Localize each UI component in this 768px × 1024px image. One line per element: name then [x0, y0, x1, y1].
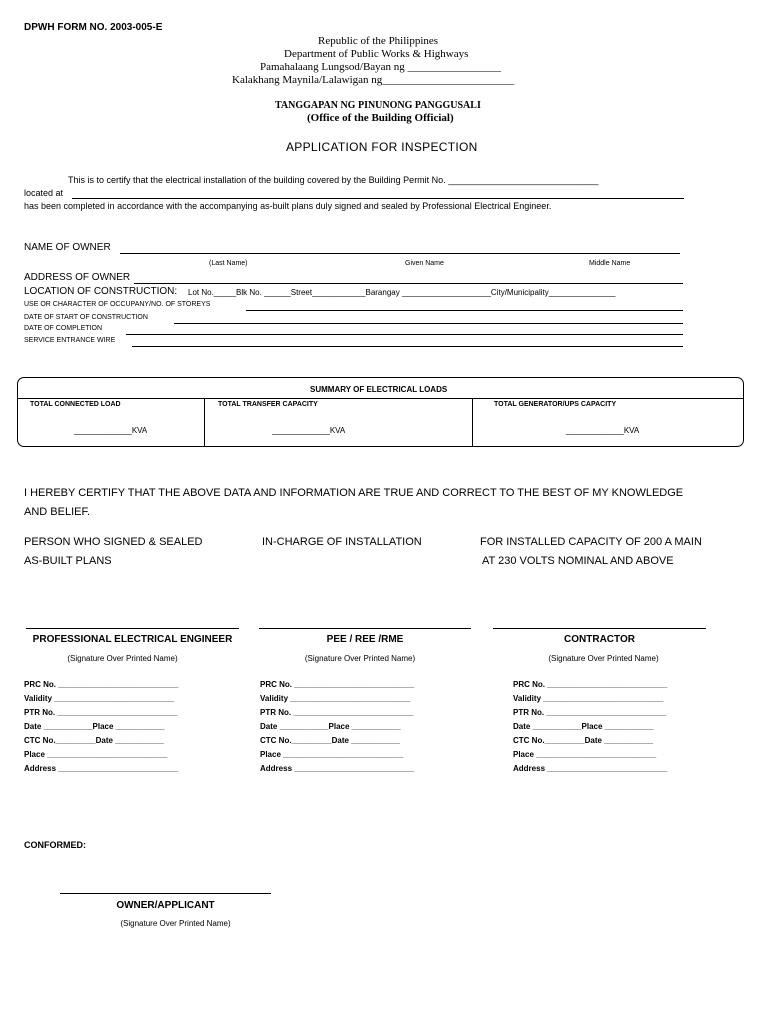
col3-heading-2: AT 230 VOLTS NOMINAL AND ABOVE: [482, 555, 674, 567]
tanggapan-line: TANGGAPAN NG PINUNONG PANGGUSALI: [275, 100, 481, 111]
office-line: (Office of the Building Official): [307, 112, 454, 124]
form-number: DPWH FORM NO. 2003-005-E: [24, 22, 163, 33]
signatory-sub-3: (Signature Over Printed Name): [548, 654, 659, 663]
last-name-hint: (Last Name): [209, 260, 248, 267]
signatory-title-3: CONTRACTOR: [564, 634, 635, 645]
ptr-field[interactable]: PTR No. ___________________________: [513, 708, 667, 717]
address-field[interactable]: Address ___________________________: [513, 764, 668, 773]
date-place-field[interactable]: Date ___________Place ___________: [513, 722, 654, 731]
kalakhang-line: Kalakhang Maynila/Lalawigan ng________________________: [232, 74, 515, 86]
declaration-line-2: AND BELIEF.: [24, 506, 91, 518]
loads-col-divider-2: [472, 398, 473, 446]
signatory-sub-2: (Signature Over Printed Name): [304, 654, 416, 663]
signature-line-contractor[interactable]: [493, 628, 706, 629]
signatory-details-3: [513, 680, 733, 780]
page-title: APPLICATION FOR INSPECTION: [286, 140, 478, 154]
signature-line-rme[interactable]: [259, 628, 471, 629]
use-field[interactable]: [246, 310, 683, 311]
signatory-details-1: [24, 680, 244, 780]
location-label: LOCATION OF CONSTRUCTION:: [24, 286, 178, 297]
declaration-line-1: I HEREBY CERTIFY THAT THE ABOVE DATA AND INFORMATION ARE TRUE AND CORRECT TO THE BEST OF MY KNOWLEDGE: [24, 487, 684, 499]
completion-date-field[interactable]: [126, 334, 683, 335]
service-wire-field[interactable]: [132, 346, 683, 347]
electrical-loads-box: [17, 377, 744, 447]
validity-field[interactable]: Validity ___________________________: [513, 694, 664, 703]
owner-applicant-title: OWNER/APPLICANT: [116, 900, 215, 911]
signatory-title-1: PROFESSIONAL ELECTRICAL ENGINEER: [32, 634, 233, 645]
middle-name-hint: Middle Name: [589, 260, 631, 267]
start-date-field[interactable]: [174, 323, 683, 324]
department-line: Department of Public Works & Highways: [284, 48, 469, 60]
service-wire-label: SERVICE ENTRANCE WIRE: [24, 337, 116, 344]
col1-heading-2: AS-BUILT PLANS: [24, 555, 112, 567]
place-field[interactable]: Place ___________________________: [513, 750, 657, 759]
address-field[interactable]: Address ___________________________: [24, 764, 179, 773]
owner-name-label: NAME OF OWNER: [24, 242, 111, 253]
ptr-field[interactable]: PTR No. ___________________________: [24, 708, 178, 717]
address-field[interactable]: Address ___________________________: [260, 764, 415, 773]
generator-capacity-label: TOTAL GENERATOR/UPS CAPACITY: [494, 401, 617, 408]
transfer-capacity-kva[interactable]: _____________KVA: [272, 426, 346, 435]
signatory-title-2: PEE / REE /RME: [326, 634, 404, 645]
validity-field[interactable]: Validity ___________________________: [260, 694, 411, 703]
loads-title: SUMMARY OF ELECTRICAL LOADS: [310, 385, 448, 394]
given-name-hint: Given Name: [405, 260, 444, 267]
certify-line-2: located at: [24, 188, 64, 198]
owner-signature-line[interactable]: [60, 893, 271, 894]
loads-divider: [18, 398, 743, 399]
generator-capacity-kva[interactable]: _____________KVA: [566, 426, 640, 435]
col3-heading-1: FOR INSTALLED CAPACITY OF 200 A MAIN: [480, 536, 702, 548]
ptr-field[interactable]: PTR No. ___________________________: [260, 708, 414, 717]
loads-col-divider-1: [204, 398, 205, 446]
conformed-label: CONFORMED:: [24, 840, 86, 850]
certify-line-1: This is to certify that the electrical installation of the building covered by the Building Permit No. ______________________________: [68, 175, 599, 185]
transfer-capacity-label: TOTAL TRANSFER CAPACITY: [218, 401, 318, 408]
ctc-date-field[interactable]: CTC No._________Date ___________: [24, 736, 165, 745]
validity-field[interactable]: Validity ___________________________: [24, 694, 175, 703]
place-field[interactable]: Place ___________________________: [260, 750, 404, 759]
signatory-details-2: [260, 680, 480, 780]
prc-field[interactable]: PRC No. ___________________________: [260, 680, 415, 689]
lungsod-line: Pamahalaang Lungsod/Bayan ng _________________: [260, 61, 502, 73]
use-label: USE OR CHARACTER OF OCCUPANY/NO. OF STOREYS: [24, 301, 211, 308]
prc-field[interactable]: PRC No. ___________________________: [24, 680, 179, 689]
connected-load-kva[interactable]: _____________KVA: [74, 426, 148, 435]
completion-date-label: DATE OF COMPLETION: [24, 325, 103, 332]
located-at-line[interactable]: [72, 198, 684, 199]
place-field[interactable]: Place ___________________________: [24, 750, 168, 759]
col1-heading-1: PERSON WHO SIGNED & SEALED: [24, 536, 203, 548]
owner-applicant-sub: (Signature Over Printed Name): [120, 919, 231, 928]
signatory-sub-1: (Signature Over Printed Name): [67, 654, 178, 663]
owner-address-label: ADDRESS OF OWNER: [24, 272, 131, 283]
owner-name-field[interactable]: [120, 253, 680, 254]
certify-line-3: has been completed in accordance with the accompanying as-built plans duly signed and sealed by Professional Electrical Engineer.: [24, 201, 552, 211]
prc-field[interactable]: PRC No. ___________________________: [513, 680, 668, 689]
owner-address-field[interactable]: [134, 283, 683, 284]
col2-heading-1: IN-CHARGE OF INSTALLATION: [262, 536, 422, 548]
connected-load-label: TOTAL CONNECTED LOAD: [30, 401, 121, 408]
republic-line: Republic of the Philippines: [318, 35, 439, 47]
ctc-date-field[interactable]: CTC No._________Date ___________: [513, 736, 654, 745]
location-fields[interactable]: Lot No._____Blk No. ______Street____________Barangay ____________________City/Municipality_______________: [188, 288, 616, 297]
start-date-label: DATE OF START OF CONSTRUCTION: [24, 314, 148, 321]
ctc-date-field[interactable]: CTC No._________Date ___________: [260, 736, 401, 745]
signature-line-pee[interactable]: [26, 628, 239, 629]
date-place-field[interactable]: Date ___________Place ___________: [24, 722, 165, 731]
date-place-field[interactable]: Date ___________Place ___________: [260, 722, 401, 731]
